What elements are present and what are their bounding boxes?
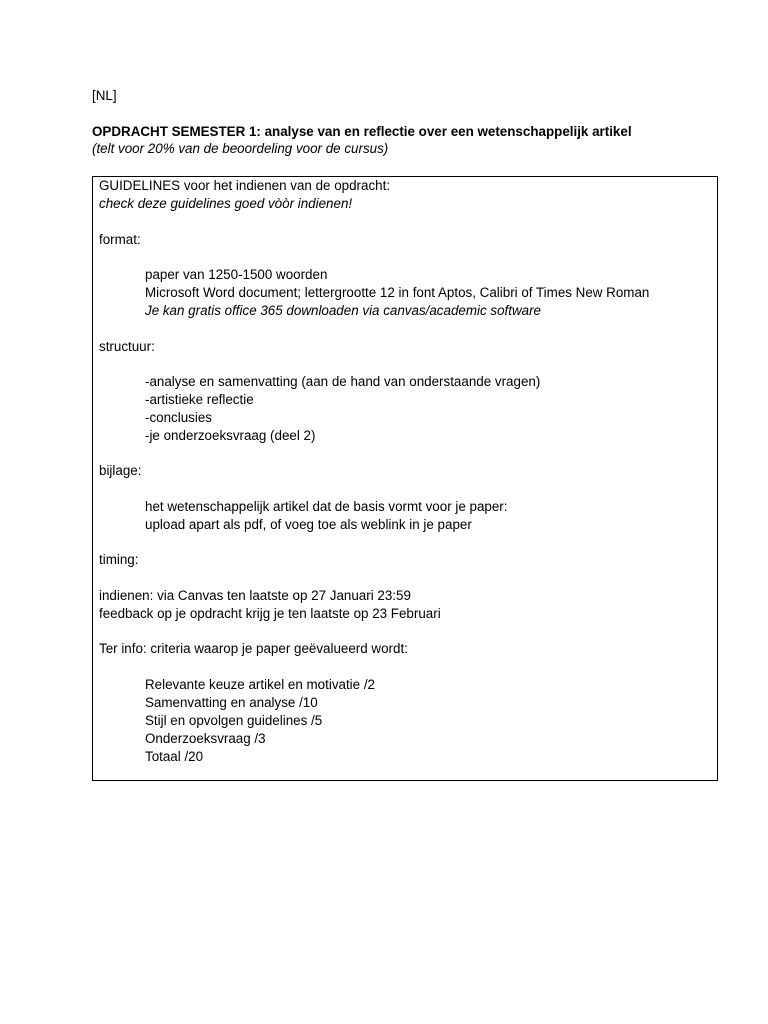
timing-item: indienen: via Canvas ten laatste op 27 Januari 23:59 (99, 588, 411, 603)
appendix-item: upload apart als pdf, of voeg toe als weblink in je paper (145, 517, 472, 532)
criteria-item: Relevante keuze artikel en motivatie /2 (145, 677, 375, 692)
guidelines-box (92, 176, 718, 781)
timing-label: timing: (99, 552, 139, 567)
language-tag: [NL] (92, 88, 117, 103)
criteria-item: Onderzoeksvraag /3 (145, 731, 266, 746)
structure-item: -conclusies (145, 410, 212, 425)
format-item: Je kan gratis office 365 downloaden via canvas/academic software (145, 303, 541, 318)
format-item: paper van 1250-1500 woorden (145, 267, 328, 282)
appendix-label: bijlage: (99, 463, 142, 478)
structure-item: -analyse en samenvatting (aan de hand van onderstaande vragen) (145, 374, 541, 389)
criteria-item: Samenvatting en analyse /10 (145, 695, 318, 710)
format-label: format: (99, 232, 141, 247)
format-item: Microsoft Word document; lettergrootte 12 in font Aptos, Calibri of Times New Roman (145, 285, 650, 300)
criteria-item: Stijl en opvolgen guidelines /5 (145, 713, 323, 728)
structure-label: structuur: (99, 339, 155, 354)
structure-item: -artistieke reflectie (145, 392, 254, 407)
assignment-subtitle: (telt voor 20% van de beoordeling voor de cursus) (92, 141, 389, 156)
structure-item: -je onderzoeksvraag (deel 2) (145, 428, 316, 443)
criteria-label: Ter info: criteria waarop je paper geëvalueerd wordt: (99, 641, 408, 656)
assignment-title: OPDRACHT SEMESTER 1: analyse van en reflectie over een wetenschappelijk artikel (92, 124, 632, 139)
timing-item: feedback op je opdracht krijg je ten laatste op 23 Februari (99, 606, 441, 621)
guidelines-note: check deze guidelines goed vòòr indienen! (99, 196, 353, 211)
criteria-total: Totaal /20 (145, 749, 204, 764)
guidelines-heading: GUIDELINES voor het indienen van de opdracht: (99, 178, 391, 193)
appendix-item: het wetenschappelijk artikel dat de basis vormt voor je paper: (145, 499, 508, 514)
